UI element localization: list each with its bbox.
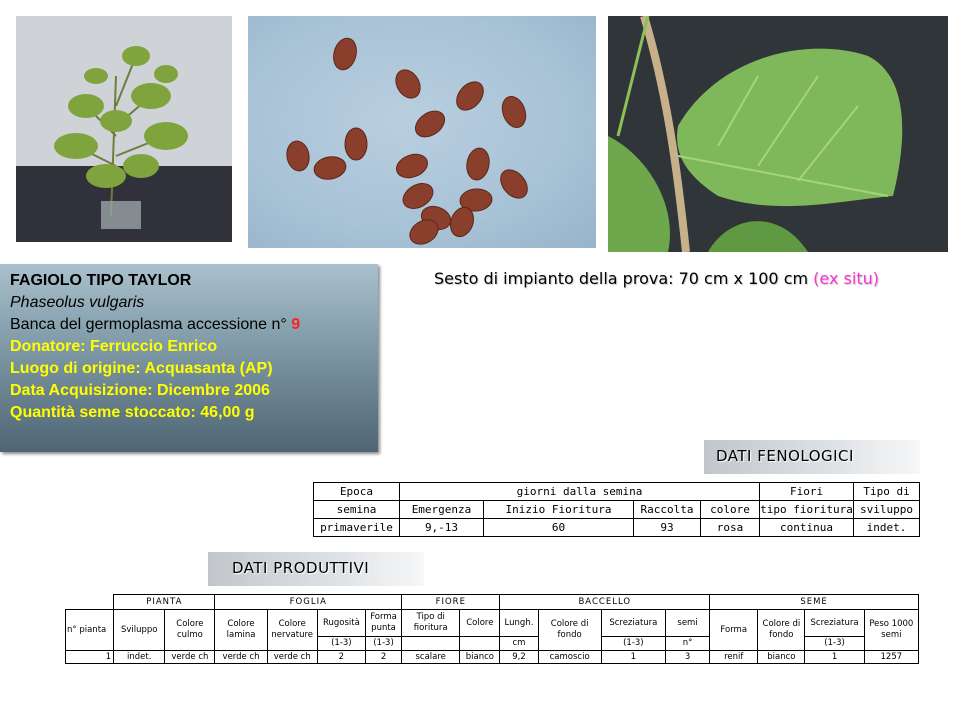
donor-line: Donatore: Ferruccio Enrico: [10, 338, 218, 355]
cell-colore-culmo: verde ch: [165, 651, 215, 664]
cell-colore-lamina: verde ch: [215, 651, 267, 664]
header-peso-1000: Peso 1000 semi: [864, 610, 918, 651]
header-colore-fiore: Colore: [460, 610, 500, 637]
accession-label: Banca del germoplasma accessione n°: [10, 316, 287, 333]
leaf-illustration: [608, 16, 948, 252]
production-table: [65, 594, 919, 664]
header-semi: semi: [665, 610, 709, 637]
accession-number: 9: [291, 316, 301, 333]
phenological-table: [313, 482, 920, 537]
header-screziatura-baccello: Screziatura: [601, 610, 665, 637]
header-forma-seme: Forma: [710, 610, 758, 651]
group-fiore: FIORE: [402, 595, 500, 610]
unit-lunghezza: cm: [500, 637, 538, 651]
header-forma-punta: Forma punta: [365, 610, 401, 637]
header-tipo-fioritura: tipo fioritura: [760, 501, 854, 519]
cell-emergenza: 9,-13: [400, 519, 484, 537]
unit-screziatura-seme: (1-3): [805, 637, 864, 651]
plant-photo: [16, 16, 232, 242]
header-colore-lamina: Colore lamina: [215, 610, 267, 651]
unit-rugosita: (1-3): [317, 637, 365, 651]
acquisition-line: Data Acquisizione: Dicembre 2006: [10, 382, 270, 399]
production-data-label: DATI PRODUTTIVI: [208, 552, 424, 586]
unit-colore-fiore: [460, 637, 500, 651]
cell-colore-fondo-seme: bianco: [758, 651, 805, 664]
header-raccolta: Raccolta: [634, 501, 701, 519]
cell-screziatura-seme: 1: [805, 651, 864, 664]
group-seme: SEME: [710, 595, 919, 610]
header-giorni: giorni dalla semina: [400, 483, 760, 501]
header-tipo: Tipo di: [854, 483, 920, 501]
cell-forma-punta: 2: [365, 651, 401, 664]
phenological-data-label: DATI FENOLOGICI: [704, 440, 920, 474]
group-foglia: FOGLIA: [215, 595, 402, 610]
variety-title: FAGIOLO TIPO TAYLOR: [10, 272, 192, 289]
cell-sviluppo: indet.: [114, 651, 165, 664]
header-tipo-fioritura: Tipo di fioritura: [402, 610, 460, 637]
seeds-photo: [248, 16, 596, 248]
header-inizio-fioritura: Inizio Fioritura: [484, 501, 634, 519]
ex-situ-note: (ex situ): [813, 269, 879, 288]
quantity-line: Quantità seme stoccato: 46,00 g: [10, 404, 255, 421]
header-lunghezza: Lungh.: [500, 610, 538, 637]
unit-semi: n°: [665, 637, 709, 651]
table-row: [314, 519, 920, 537]
accession-info-box: [0, 264, 378, 452]
cell-screziatura-baccello: 1: [601, 651, 665, 664]
cell-epoca: primaverile: [314, 519, 400, 537]
seeds-illustration: [248, 16, 596, 248]
header-colore-culmo: Colore culmo: [165, 610, 215, 651]
unit-screziatura-baccello: (1-3): [601, 637, 665, 651]
header-epoca: Epoca: [314, 483, 400, 501]
header-sviluppo: Sviluppo: [114, 610, 165, 651]
planting-layout-label: Sesto di impianto della prova: 70 cm x 100 cm: [434, 269, 809, 288]
header-colore-fondo-seme: Colore di fondo: [758, 610, 805, 651]
header-colore-nervature: Colore nervature: [267, 610, 317, 651]
header-sviluppo: sviluppo: [854, 501, 920, 519]
group-pianta: PIANTA: [114, 595, 215, 610]
header-colore: colore: [701, 501, 760, 519]
header-emergenza: Emergenza: [400, 501, 484, 519]
cell-colore: rosa: [701, 519, 760, 537]
cell-lunghezza: 9,2: [500, 651, 538, 664]
accession-line: [10, 314, 300, 336]
planting-layout-text: [434, 269, 879, 288]
unit-forma-punta: (1-3): [365, 637, 401, 651]
cell-tipo-fioritura: continua: [760, 519, 854, 537]
cell-semi: 3: [665, 651, 709, 664]
leaf-photo: [608, 16, 948, 252]
group-baccello: BACCELLO: [500, 595, 710, 610]
cell-tipo-fioritura: scalare: [402, 651, 460, 664]
origin-line: Luogo di origine: Acquasanta (AP): [10, 360, 273, 377]
cell-colore-nervature: verde ch: [267, 651, 317, 664]
cell-raccolta: 93: [634, 519, 701, 537]
cell-colore-fondo-baccello: camoscio: [538, 651, 601, 664]
cell-forma-seme: renif: [710, 651, 758, 664]
header-semina: semina: [314, 501, 400, 519]
cell-n-pianta: 1: [66, 651, 114, 664]
blank-cell: [66, 595, 114, 610]
header-rugosita: Rugosità: [317, 610, 365, 637]
header-colore-fondo-baccello: Colore di fondo: [538, 610, 601, 651]
header-fiori: Fiori: [760, 483, 854, 501]
unit-tipo-fioritura: [402, 637, 460, 651]
cell-rugosita: 2: [317, 651, 365, 664]
cell-inizio-fioritura: 60: [484, 519, 634, 537]
header-screziatura-seme: Screziatura: [805, 610, 864, 637]
species-name: Phaseolus vulgaris: [10, 294, 145, 311]
cell-peso-1000: 1257: [864, 651, 918, 664]
cell-sviluppo: indet.: [854, 519, 920, 537]
plant-illustration: [16, 16, 232, 242]
header-n-pianta: n° pianta: [66, 610, 114, 651]
cell-colore-fiore: bianco: [460, 651, 500, 664]
table-row: [66, 651, 919, 664]
